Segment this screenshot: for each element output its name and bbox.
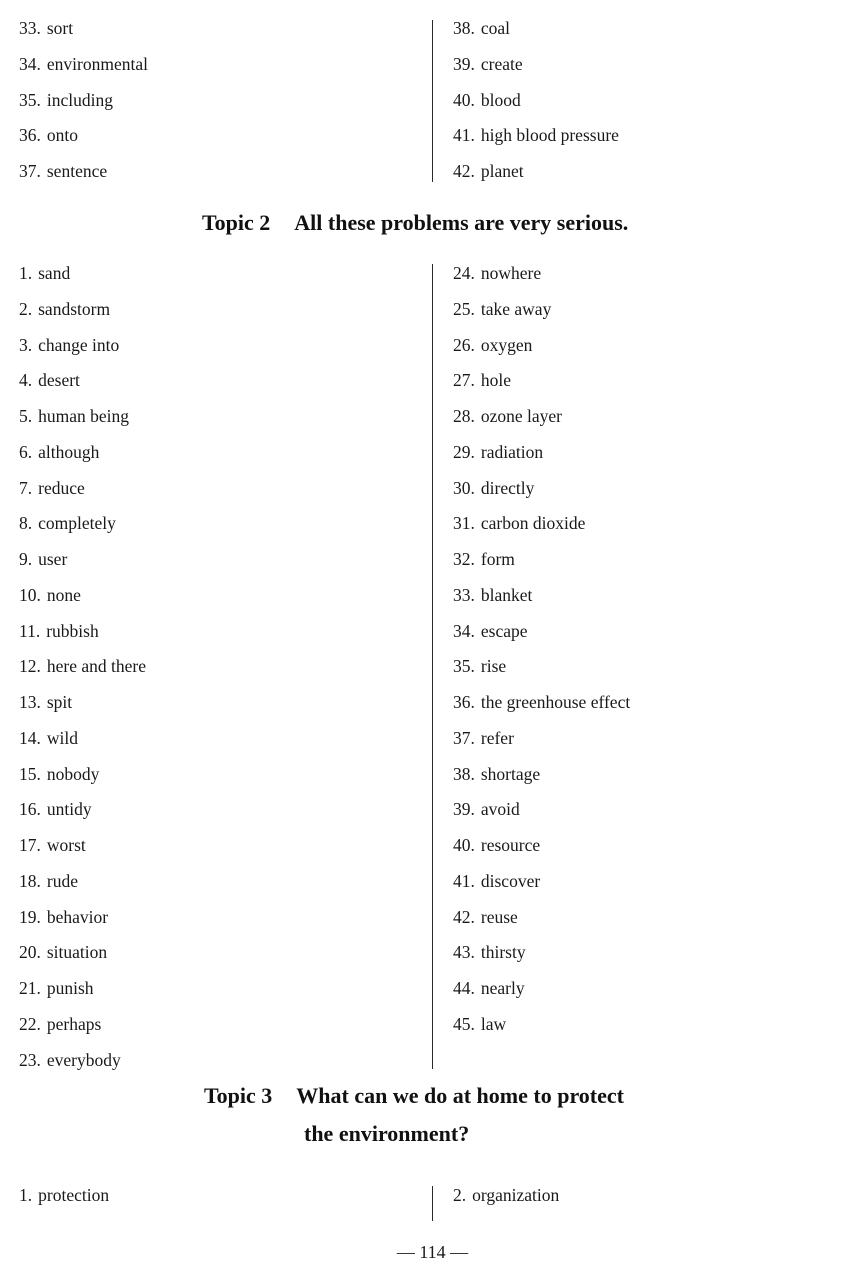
vocab-section-topic-2 <box>0 262 865 1072</box>
vocab-item-number: 31. <box>453 513 475 534</box>
vocab-item <box>453 512 630 548</box>
vocab-item-word: high blood pressure <box>480 125 619 146</box>
vocab-item <box>453 727 630 763</box>
vocab-column-left <box>19 1184 109 1220</box>
vocab-item <box>19 1184 109 1220</box>
vocab-item <box>453 977 630 1013</box>
vocab-item-number: 27. <box>453 370 475 391</box>
vocab-item-number: 1. <box>19 263 33 283</box>
vocab-item <box>453 441 630 477</box>
vocab-item <box>19 941 146 977</box>
vocab-item <box>19 89 148 125</box>
vocab-item-number: 23. <box>19 1049 41 1070</box>
vocab-item-number: 2. <box>19 298 33 319</box>
vocab-item-word: refer <box>480 727 514 748</box>
vocab-item-word: coal <box>480 18 511 38</box>
vocab-item <box>19 620 146 656</box>
vocab-item <box>453 870 630 906</box>
vocab-item <box>453 262 630 298</box>
vocab-item <box>453 477 630 513</box>
vocab-item-number: 34. <box>19 53 41 74</box>
vocab-item-number: 35. <box>453 656 475 677</box>
vocab-item-number: 6. <box>19 441 33 462</box>
vocab-item-word: take away <box>480 298 552 319</box>
vocab-item-word: sort <box>46 18 74 38</box>
vocab-item-word: sentence <box>46 161 108 181</box>
vocab-item-number: 25. <box>453 298 475 319</box>
vocab-item-word: ozone layer <box>480 406 563 426</box>
vocab-item-word: resource <box>480 835 541 855</box>
vocab-item-number: 22. <box>19 1013 41 1034</box>
vocab-item <box>453 834 630 870</box>
vocab-item-word: blanket <box>480 584 533 605</box>
vocab-item-word: here and there <box>46 656 146 677</box>
vocab-item <box>19 369 146 405</box>
vocab-column-left <box>19 262 146 1084</box>
vocab-item-word: user <box>38 549 68 569</box>
vocab-item-word: form <box>480 549 515 569</box>
vocab-item-number: 3. <box>19 334 33 355</box>
vocab-item <box>19 53 148 89</box>
vocab-item-number: 33. <box>19 18 41 38</box>
vocab-item-number: 28. <box>453 406 475 426</box>
column-divider <box>432 20 433 182</box>
topic-label: Topic 2 <box>202 210 271 235</box>
vocab-item-word: untidy <box>46 799 92 820</box>
vocab-item <box>453 369 630 405</box>
vocab-item <box>19 906 146 942</box>
vocab-item-word: the greenhouse effect <box>480 692 631 712</box>
vocab-item <box>19 691 146 727</box>
vocab-item-number: 34. <box>453 620 475 641</box>
topic-title-line-2: the environment? <box>304 1121 470 1146</box>
vocab-item <box>19 441 146 477</box>
vocab-item-number: 26. <box>453 334 475 355</box>
vocab-item-word: completely <box>38 513 116 534</box>
vocab-item <box>19 727 146 763</box>
vocab-item <box>453 1184 559 1220</box>
vocab-item <box>19 334 146 370</box>
vocab-item <box>19 512 146 548</box>
vocab-item-number: 8. <box>19 513 33 534</box>
topic-label: Topic 3 <box>204 1083 273 1108</box>
vocab-item-number: 36. <box>19 125 41 146</box>
vocab-item-number: 33. <box>453 584 475 605</box>
vocab-item-number: 2. <box>453 1185 467 1205</box>
vocab-item-number: 10. <box>19 584 41 605</box>
vocab-item <box>19 548 146 584</box>
vocab-item-word: reduce <box>38 477 85 498</box>
vocab-item-word: behavior <box>46 906 109 927</box>
vocab-item-number: 45. <box>453 1013 475 1034</box>
vocab-item-word: nobody <box>46 763 100 784</box>
vocab-item-number: 40. <box>453 89 475 110</box>
vocab-item <box>453 941 630 977</box>
vocab-item-word: avoid <box>480 799 520 820</box>
vocab-item-word: thirsty <box>480 942 526 963</box>
vocab-section-top <box>0 17 865 187</box>
vocab-item-number: 21. <box>19 978 41 998</box>
vocab-item-word: onto <box>46 125 78 146</box>
vocab-item-number: 30. <box>453 477 475 498</box>
vocab-item-number: 38. <box>453 763 475 784</box>
vocab-item-number: 20. <box>19 942 41 963</box>
vocab-item-word: everybody <box>46 1049 121 1070</box>
vocab-item-number: 38. <box>453 18 475 38</box>
vocab-item <box>453 124 619 160</box>
vocab-item-number: 4. <box>19 370 33 391</box>
vocab-item-number: 15. <box>19 763 41 784</box>
vocab-item-number: 37. <box>19 161 41 181</box>
vocab-item-word: rude <box>46 870 78 891</box>
vocab-item <box>19 655 146 691</box>
vocab-item-word: create <box>480 53 523 74</box>
topic-3-heading <box>204 1083 624 1109</box>
vocab-item-word: rise <box>480 656 507 677</box>
vocab-item-word: protection <box>38 1185 110 1205</box>
vocab-column-left <box>19 17 148 196</box>
vocab-item-number: 12. <box>19 656 41 677</box>
vocab-item-word: punish <box>46 978 94 998</box>
vocab-item <box>19 17 148 53</box>
vocab-item <box>19 798 146 834</box>
vocab-item <box>453 1013 630 1049</box>
vocab-item-word: carbon dioxide <box>480 513 586 534</box>
vocab-item-word: sandstorm <box>38 298 111 319</box>
vocab-item <box>453 584 630 620</box>
vocab-item-number: 41. <box>453 870 475 891</box>
vocab-item <box>453 620 630 656</box>
column-divider <box>432 264 433 1069</box>
vocab-item-number: 9. <box>19 549 33 569</box>
vocab-column-right <box>453 262 630 1049</box>
vocab-item-word: radiation <box>480 441 544 462</box>
vocab-item-number: 35. <box>19 89 41 110</box>
vocab-item <box>453 405 630 441</box>
vocab-item-number: 37. <box>453 727 475 748</box>
vocab-item-number: 41. <box>453 125 475 146</box>
column-divider <box>432 1186 433 1221</box>
vocab-item <box>19 834 146 870</box>
vocab-item <box>453 298 630 334</box>
vocab-item-number: 7. <box>19 477 33 498</box>
vocab-item-number: 19. <box>19 906 41 927</box>
vocab-item-word: nowhere <box>480 263 542 283</box>
vocab-item <box>19 977 146 1013</box>
topic-title: All these problems are very serious. <box>294 210 629 235</box>
vocab-item-word: organization <box>472 1185 560 1205</box>
vocab-column-right <box>453 1184 559 1220</box>
vocab-item <box>19 763 146 799</box>
page-number: — 114 — <box>396 1242 469 1262</box>
vocab-item-word: hole <box>480 370 512 391</box>
vocab-item-number: 42. <box>453 906 475 927</box>
vocab-item-number: 17. <box>19 835 41 855</box>
vocab-item-number: 40. <box>453 835 475 855</box>
vocab-item-word: discover <box>480 870 541 891</box>
vocab-item <box>19 298 146 334</box>
vocab-item-word: nearly <box>480 978 525 998</box>
vocab-item-number: 44. <box>453 978 475 998</box>
vocab-item-word: although <box>38 441 100 462</box>
vocab-item-number: 39. <box>453 799 475 820</box>
vocab-item-word: including <box>46 89 113 110</box>
vocab-item-word: none <box>46 584 81 605</box>
vocab-item <box>19 124 148 160</box>
vocab-column-right <box>453 17 619 196</box>
vocab-item-number: 39. <box>453 53 475 74</box>
vocab-item-number: 36. <box>453 692 475 712</box>
vocab-item-word: planet <box>480 161 524 181</box>
vocab-item-number: 5. <box>19 406 33 426</box>
vocab-item-word: situation <box>46 942 108 963</box>
vocab-item-word: law <box>480 1013 507 1034</box>
vocab-item <box>453 89 619 125</box>
vocab-item <box>19 477 146 513</box>
vocab-item-word: wild <box>46 727 78 748</box>
vocab-item-number: 11. <box>19 620 41 641</box>
vocab-item-word: environmental <box>46 53 148 74</box>
vocab-item-word: spit <box>46 692 73 712</box>
vocab-item-number: 1. <box>19 1185 33 1205</box>
vocab-item-word: rubbish <box>46 620 99 641</box>
vocab-item <box>19 1013 146 1049</box>
vocab-item <box>453 53 619 89</box>
vocab-item-word: blood <box>480 89 521 110</box>
topic-2-heading <box>202 210 628 236</box>
vocab-item <box>453 798 630 834</box>
vocab-item-word: oxygen <box>480 334 533 355</box>
vocab-item-number: 16. <box>19 799 41 820</box>
vocab-item <box>19 262 146 298</box>
vocab-item <box>453 906 630 942</box>
vocab-section-topic-3 <box>0 1184 865 1224</box>
vocab-item-word: human being <box>38 406 130 426</box>
vocab-item-word: sand <box>38 263 71 283</box>
vocab-item <box>19 584 146 620</box>
vocab-item <box>453 17 619 53</box>
vocab-item <box>19 160 148 196</box>
vocab-item <box>453 160 619 196</box>
vocab-item <box>19 405 146 441</box>
vocab-item-word: shortage <box>480 763 541 784</box>
vocab-item-number: 24. <box>453 263 475 283</box>
vocab-item-number: 32. <box>453 549 475 569</box>
topic-3-heading-line-2 <box>304 1121 469 1147</box>
vocab-item-word: reuse <box>480 906 518 927</box>
vocab-item-word: escape <box>480 620 528 641</box>
vocab-item-number: 14. <box>19 727 41 748</box>
vocab-item <box>19 870 146 906</box>
vocab-item <box>19 1049 146 1085</box>
vocab-item <box>453 763 630 799</box>
vocab-item <box>453 691 630 727</box>
vocab-item-number: 42. <box>453 161 475 181</box>
vocab-item-word: perhaps <box>46 1013 102 1034</box>
vocab-item-word: desert <box>38 370 80 391</box>
vocab-item-word: worst <box>46 835 86 855</box>
vocab-item <box>453 655 630 691</box>
vocab-item-number: 18. <box>19 870 41 891</box>
vocab-item-number: 43. <box>453 942 475 963</box>
topic-title-line-1: What can we do at home to protect <box>296 1083 624 1108</box>
vocab-item <box>453 334 630 370</box>
vocab-item-number: 13. <box>19 692 41 712</box>
vocab-item-number: 29. <box>453 441 475 462</box>
vocab-item-word: change into <box>38 334 120 355</box>
vocab-item-word: directly <box>480 477 535 498</box>
vocab-item <box>453 548 630 584</box>
